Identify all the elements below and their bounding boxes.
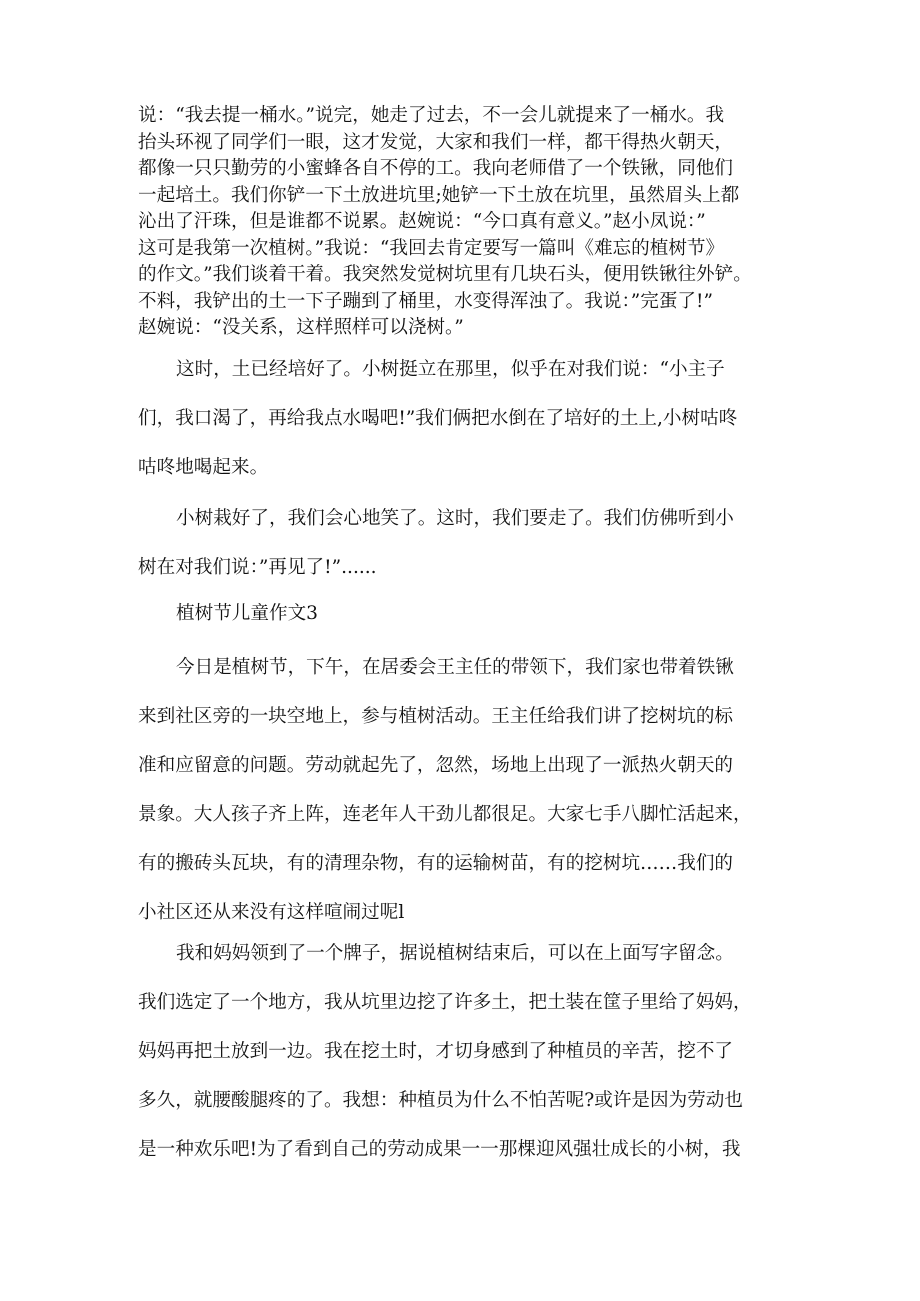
text-line: 抬头环视了同学们一眼，这才发觉，大家和我们一样，都干得热火朝天， (138, 131, 734, 153)
text-line: 的作文。”我们谈着干着。我突然发觉树坑里有几块石头，便用铁锹往外铲。 (138, 264, 752, 285)
text-line: 沁出了汗珠，但是谁都不说累。赵婉说：“今口真有意义。”赵小凤说：” (138, 211, 706, 232)
text-line: 多久，就腰酸腿疼的了。我想：种植员为什么不怕苦呢?或许是因为劳动也 (138, 1090, 743, 1111)
text-line: 树在对我们说：”再见了!”...... (138, 557, 377, 578)
text-line: 不料，我铲出的土一下子蹦到了桶里，水变得浑浊了。我说：”完蛋了!” (138, 290, 713, 312)
paragraph-2 (138, 345, 788, 492)
paragraph-5 (138, 929, 788, 1174)
text-line: 有的搬砖头瓦块，有的清理杂物，有的运输树苗，有的挖树坑……我们的 (138, 853, 734, 874)
text-line: 准和应留意的问题。劳动就起先了，忽然，场地上出现了一派热火朝天的 (138, 755, 734, 776)
paragraph-4 (138, 643, 788, 937)
text-line: 赵婉说：“没关系，这样照样可以浇树。” (138, 317, 464, 338)
text-line: 都像一只只勤劳的小蜜蜂各自不停的工。我向老师借了一个铁锹，同他们 (138, 158, 734, 179)
text-line: 来到社区旁的一块空地上，参与植树活动。王主任给我们讲了挖树坑的标 (138, 706, 734, 727)
text-line: 今日是植树节，下午，在居委会王主任的带领下，我们家也带着铁锹 (176, 657, 734, 678)
text-line: 是一种欢乐吧!为了看到自己的劳动成果一一那棵迎风强壮成长的小树，我 (138, 1139, 741, 1160)
text-line: 小社区还从来没有这样喧闹过呢l (138, 902, 405, 923)
paragraph-1 (138, 103, 788, 342)
text-line: 说：“我去提一桶水。”说完，她走了过去，不一会儿就提来了一桶水。我 (138, 105, 725, 126)
text-line: 一起培土。我们你铲一下土放进坑里;她铲一下土放在坑里，虽然眉头上都 (138, 184, 740, 206)
text-line: 这可是我第一次植树。”我说：“我回去肯定要写一篇叫《难忘的植树节》 (138, 237, 725, 259)
paragraph-3 (138, 494, 788, 592)
section-heading: 植树节儿童作文3 (176, 603, 318, 624)
text-line: 我和妈妈领到了一个牌子，据说植树结束后，可以在上面写字留念。 (176, 943, 734, 964)
text-line: 咕咚地喝起来。 (138, 457, 269, 478)
text-line: 们，我口渴了，再给我点水喝吧!”我们俩把水倒在了培好的土上,小树咕咚 (138, 408, 738, 429)
text-line: 景象。大人孩子齐上阵，连老年人干劲儿都很足。大家七手八脚忙活起来， (138, 804, 752, 825)
text-line: 这时，土已经培好了。小树挺立在那里，似乎在对我们说：“小主子 (176, 359, 725, 380)
text-line: 小树栽好了，我们会心地笑了。这时，我们要走了。我们仿佛听到小 (176, 508, 734, 529)
text-line: 我们选定了一个地方，我从坑里边挖了许多土，把土装在筐子里给了妈妈， (138, 992, 752, 1013)
text-line: 妈妈再把土放到一边。我在挖土时，才切身感到了种植员的辛苦，挖不了 (138, 1041, 734, 1062)
